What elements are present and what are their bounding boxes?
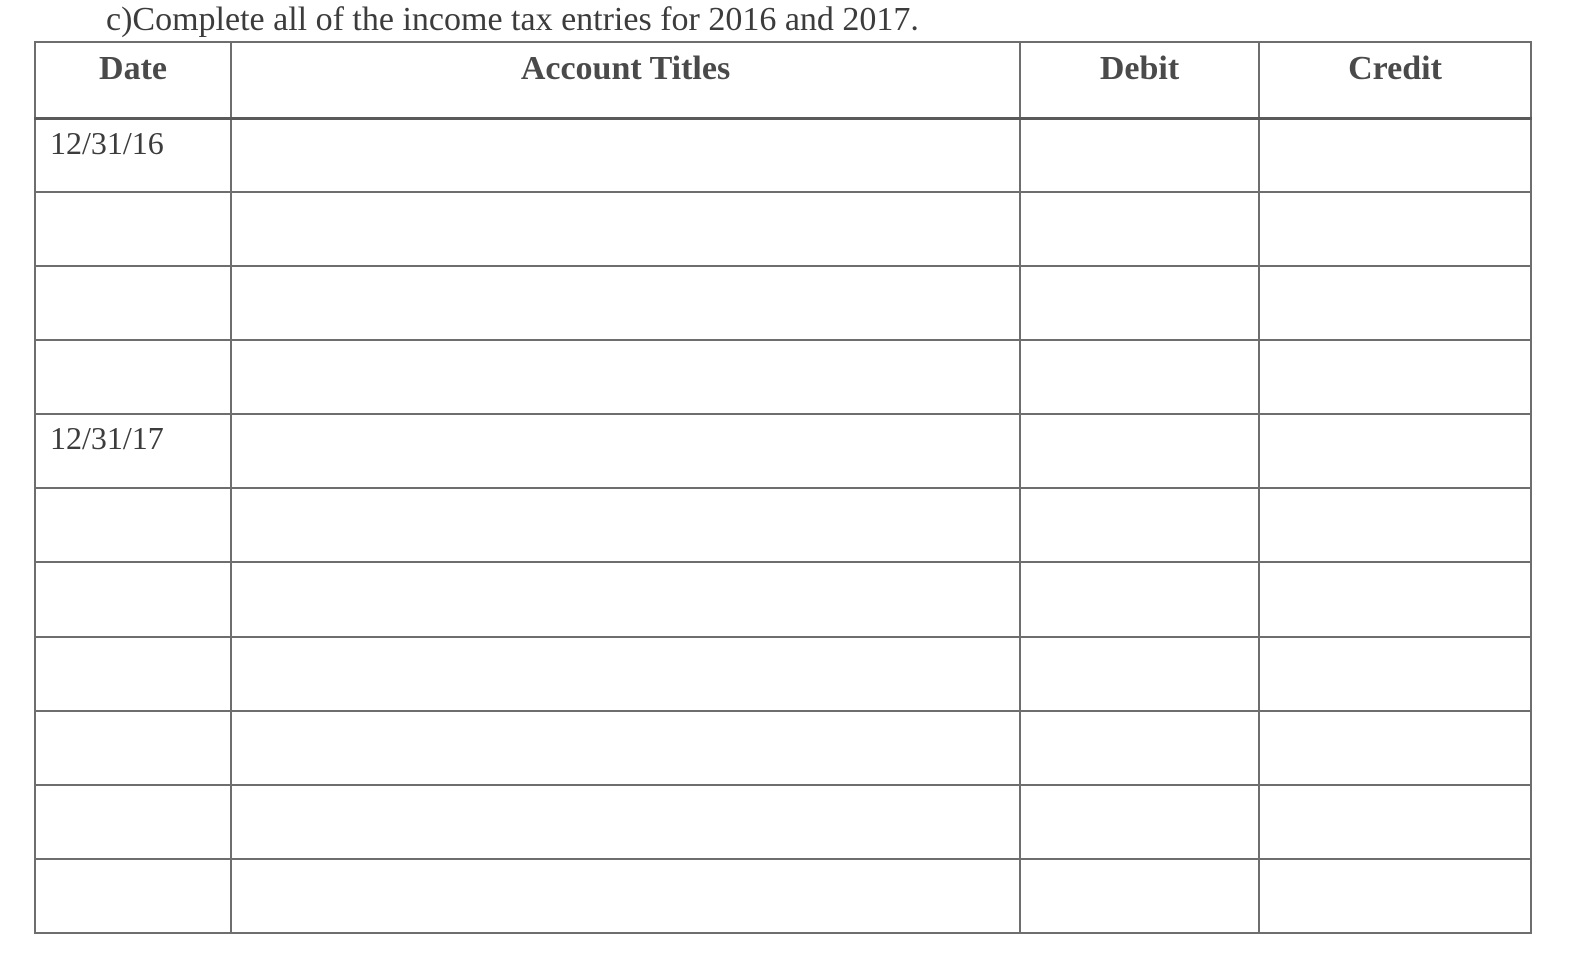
header-row [35, 42, 1531, 118]
account-cell[interactable] [231, 859, 1020, 933]
account-cell[interactable] [231, 118, 1020, 192]
table-row [35, 562, 1531, 636]
date-cell [35, 192, 231, 266]
debit-cell[interactable] [1020, 414, 1259, 488]
header-credit: Credit [1259, 42, 1531, 118]
table-row [35, 711, 1531, 785]
credit-cell[interactable] [1259, 192, 1531, 266]
date-cell [35, 785, 231, 859]
table-row [35, 785, 1531, 859]
debit-cell[interactable] [1020, 340, 1259, 414]
table-row [35, 637, 1531, 711]
account-cell[interactable] [231, 266, 1020, 340]
date-cell [35, 340, 231, 414]
debit-cell[interactable] [1020, 488, 1259, 562]
journal-entry-table [34, 41, 1532, 934]
account-cell[interactable] [231, 785, 1020, 859]
account-cell[interactable] [231, 488, 1020, 562]
header-date: Date [35, 42, 231, 118]
debit-cell[interactable] [1020, 562, 1259, 636]
account-cell[interactable] [231, 562, 1020, 636]
credit-cell[interactable] [1259, 488, 1531, 562]
account-cell[interactable] [231, 711, 1020, 785]
debit-cell[interactable] [1020, 118, 1259, 192]
credit-cell[interactable] [1259, 340, 1531, 414]
date-cell [35, 859, 231, 933]
date-cell: 12/31/17 [35, 414, 231, 488]
date-cell [35, 266, 231, 340]
table-row [35, 266, 1531, 340]
table-row [35, 340, 1531, 414]
debit-cell[interactable] [1020, 785, 1259, 859]
table-row [35, 118, 1531, 192]
credit-cell[interactable] [1259, 711, 1531, 785]
date-cell [35, 637, 231, 711]
credit-cell[interactable] [1259, 859, 1531, 933]
credit-cell[interactable] [1259, 414, 1531, 488]
credit-cell[interactable] [1259, 637, 1531, 711]
credit-cell[interactable] [1259, 118, 1531, 192]
date-cell: 12/31/16 [35, 118, 231, 192]
table-row [35, 859, 1531, 933]
date-cell [35, 488, 231, 562]
table-row [35, 192, 1531, 266]
credit-cell[interactable] [1259, 785, 1531, 859]
debit-cell[interactable] [1020, 711, 1259, 785]
table-row [35, 488, 1531, 562]
debit-cell[interactable] [1020, 192, 1259, 266]
account-cell[interactable] [231, 637, 1020, 711]
table-row [35, 414, 1531, 488]
date-cell [35, 711, 231, 785]
debit-cell[interactable] [1020, 859, 1259, 933]
credit-cell[interactable] [1259, 266, 1531, 340]
header-debit: Debit [1020, 42, 1259, 118]
instruction-text: c)Complete all of the income tax entries for 2016 and 2017. [106, 1, 919, 38]
credit-cell[interactable] [1259, 562, 1531, 636]
debit-cell[interactable] [1020, 266, 1259, 340]
account-cell[interactable] [231, 340, 1020, 414]
header-account-titles: Account Titles [231, 42, 1020, 118]
account-cell[interactable] [231, 414, 1020, 488]
debit-cell[interactable] [1020, 637, 1259, 711]
date-cell [35, 562, 231, 636]
account-cell[interactable] [231, 192, 1020, 266]
